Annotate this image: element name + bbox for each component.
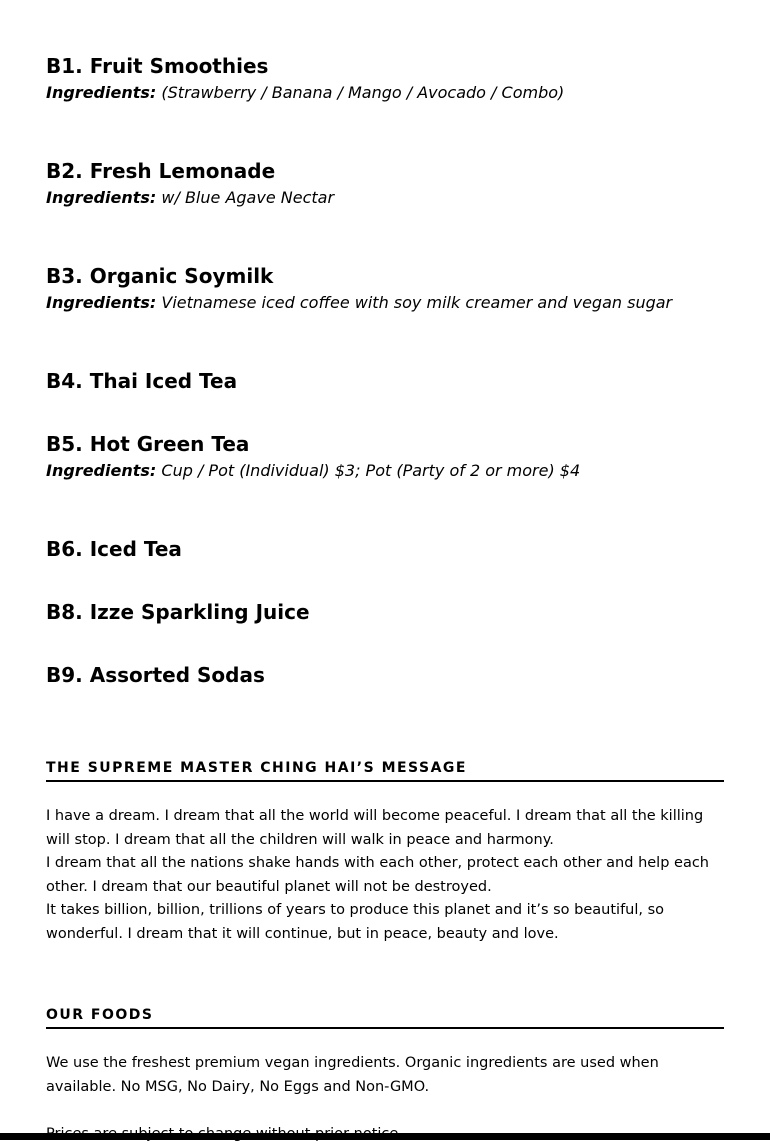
menu-item-title: B2. Fresh Lemonade	[46, 159, 276, 183]
ingredients-text: Cup / Pot (Individual) $3; Pot (Party of 2 or more) $4	[161, 461, 581, 480]
foods-heading: OUR FOODS	[46, 1006, 724, 1029]
message-paragraph: It takes billion, billion, trillions of years to produce this planet and it’s so beautiful, so wonderful. I dream that it will continue, but in peace, beauty and love.	[46, 902, 665, 942]
menu-item	[46, 432, 724, 481]
message-paragraph: I dream that all the nations shake hands with each other, protect each other and help each other. I dream that our beautiful planet will not be destroyed.	[46, 855, 709, 895]
menu-item-title: B6. Iced Tea	[46, 537, 182, 561]
ingredients-text: w/ Blue Agave Nectar	[161, 188, 335, 207]
menu-item-ingredients	[46, 293, 724, 313]
ingredients-label: Ingredients:	[46, 188, 157, 207]
ingredients-text: Vietnamese iced coffee with soy milk creamer and vegan sugar	[161, 293, 673, 312]
ingredients-text: (Strawberry / Banana / Mango / Avocado / Combo)	[161, 83, 565, 102]
message-body	[46, 805, 724, 946]
message-paragraph: I have a dream. I dream that all the world will become peaceful. I dream that all the killing will stop. I dream that all the children will walk in peace and harmony.	[46, 808, 704, 848]
menu-item-ingredients	[46, 461, 724, 481]
foods-body	[46, 1052, 724, 1099]
ingredients-label: Ingredients:	[46, 83, 157, 102]
menu-item-title: B8. Izze Sparkling Juice	[46, 600, 310, 624]
menu-item	[46, 663, 724, 687]
menu-item-title: B5. Hot Green Tea	[46, 432, 250, 456]
foods-section	[46, 1006, 724, 1029]
menu-item-title: B1. Fruit Smoothies	[46, 54, 269, 78]
menu-item-ingredients	[46, 188, 724, 208]
menu-item-ingredients	[46, 83, 724, 103]
message-section	[46, 759, 724, 782]
menu-item-title: B4. Thai Iced Tea	[46, 369, 238, 393]
ingredients-label: Ingredients:	[46, 461, 157, 480]
menu-item	[46, 369, 724, 393]
menu-item	[46, 537, 724, 561]
menu-item	[46, 264, 724, 313]
bottom-bar	[0, 1133, 770, 1140]
menu-item	[46, 159, 724, 208]
ingredients-label: Ingredients:	[46, 293, 157, 312]
message-heading: THE SUPREME MASTER CHING HAI’S MESSAGE	[46, 759, 724, 782]
foods-paragraph: We use the freshest premium vegan ingredients. Organic ingredients are used when available. No MSG, No Dairy, No Eggs and Non-GMO.	[46, 1055, 659, 1095]
menu-item-title: B9. Assorted Sodas	[46, 663, 265, 687]
menu-item-title: B3. Organic Soymilk	[46, 264, 274, 288]
menu-item	[46, 600, 724, 624]
menu-item	[46, 54, 724, 103]
